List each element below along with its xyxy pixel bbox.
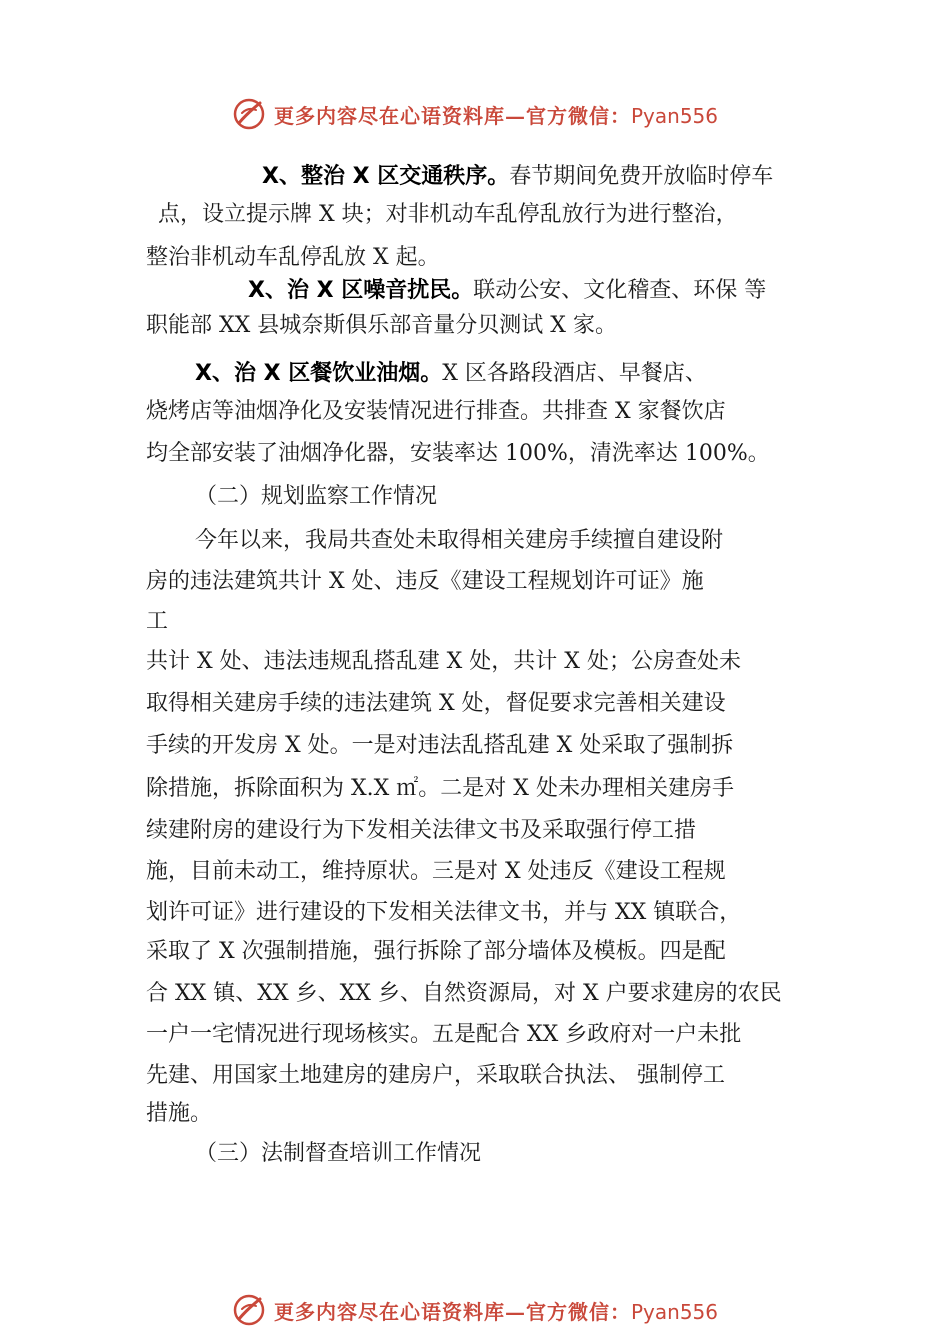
paragraph-traffic-line-3: 整治非机动车乱停乱放 X 起。	[146, 245, 440, 270]
paragraph-oil-line-2: 烧烤店等油烟净化及安装情况进行排查。共排查 X 家餐饮店	[146, 399, 726, 424]
text-traffic-1: 春节期间免费开放临时停车	[509, 164, 774, 189]
brush-logo-icon	[232, 97, 266, 131]
paragraph-oil-line-1	[195, 360, 707, 388]
paragraph-planning-line: 采取了 X 次强制措施，强行拆除了部分墙体及模板。四是配	[146, 939, 726, 964]
brush-logo-icon	[232, 1293, 266, 1327]
text-oil-1: X 区各路段酒店、早餐店、	[442, 361, 707, 386]
paragraph-planning-line: 施，目前未动工，维持原状。三是对 X 处违反《建设工程规	[146, 859, 726, 884]
watermark-text: 更多内容尽在心语资料库—官方微信：Pyan556	[273, 1299, 718, 1324]
paragraph-planning-line: 划许可证》进行建设的下发相关法律文书，并与 XX 镇联合，	[146, 900, 742, 925]
heading-noise: X、治 X 区噪音扰民。	[248, 278, 474, 303]
paragraph-traffic-line-2: 点，设立提示牌 X 块；对非机动车乱停乱放行为进行整治，	[158, 202, 738, 227]
watermark-text: 更多内容尽在心语资料库—官方微信：Pyan556	[273, 103, 718, 128]
paragraph-planning-line: 先建、用国家土地建房的建房户，采取联合执法、 强制停工	[146, 1063, 725, 1088]
section-heading-legal: （三）法制督查培训工作情况	[195, 1141, 482, 1166]
watermark-header	[0, 94, 950, 134]
text-noise-1: 联动公安、文化稽查、环保 等	[473, 278, 767, 303]
watermark-id: Pyan556	[630, 1299, 718, 1324]
heading-traffic: X、整治 X 区交通秩序。	[262, 164, 510, 189]
paragraph-planning-line: 今年以来，我局共查处未取得相关建房手续擅自建设附	[195, 528, 724, 553]
paragraph-traffic-line-1	[262, 163, 773, 191]
section-heading-planning: （二）规划监察工作情况	[195, 484, 438, 509]
paragraph-planning-line: 除措施，拆除面积为 X.X ㎡。二是对 X 处未办理相关建房手	[146, 776, 734, 801]
paragraph-planning-line: 手续的开发房 X 处。一是对违法乱搭乱建 X 处采取了强制拆	[146, 733, 734, 758]
paragraph-noise-line-1	[248, 277, 766, 305]
watermark-id: Pyan556	[630, 103, 718, 128]
paragraph-planning-line: 取得相关建房手续的违法建筑 X 处，督促要求完善相关建设	[146, 691, 726, 716]
paragraph-planning-line: 工	[146, 609, 169, 634]
paragraph-oil-line-3: 均全部安装了油烟净化器，安装率达 100%，清洗率达 100%。	[146, 441, 770, 466]
paragraph-planning-line: 一户一宅情况进行现场核实。五是配合 XX 乡政府对一户未批	[146, 1022, 742, 1047]
paragraph-planning-line: 续建附房的建设行为下发相关法律文书及采取强行停工措	[146, 818, 697, 843]
paragraph-planning-line: 合 XX 镇、XX 乡、XX 乡、自然资源局，对 X 户要求建房的农民	[146, 981, 782, 1006]
paragraph-planning-line: 房的违法建筑共计 X 处、违反《建设工程规划许可证》施	[146, 569, 704, 594]
watermark-footer	[0, 1290, 950, 1330]
paragraph-planning-line: 共计 X 处、违法违规乱搭乱建 X 处，共计 X 处；公房查处未	[146, 649, 741, 674]
paragraph-noise-line-2: 职能部 XX 县城奈斯俱乐部音量分贝测试 X 家。	[146, 313, 617, 338]
paragraph-planning-line: 措施。	[146, 1101, 213, 1126]
heading-oil: X、治 X 区餐饮业油烟。	[195, 361, 443, 386]
